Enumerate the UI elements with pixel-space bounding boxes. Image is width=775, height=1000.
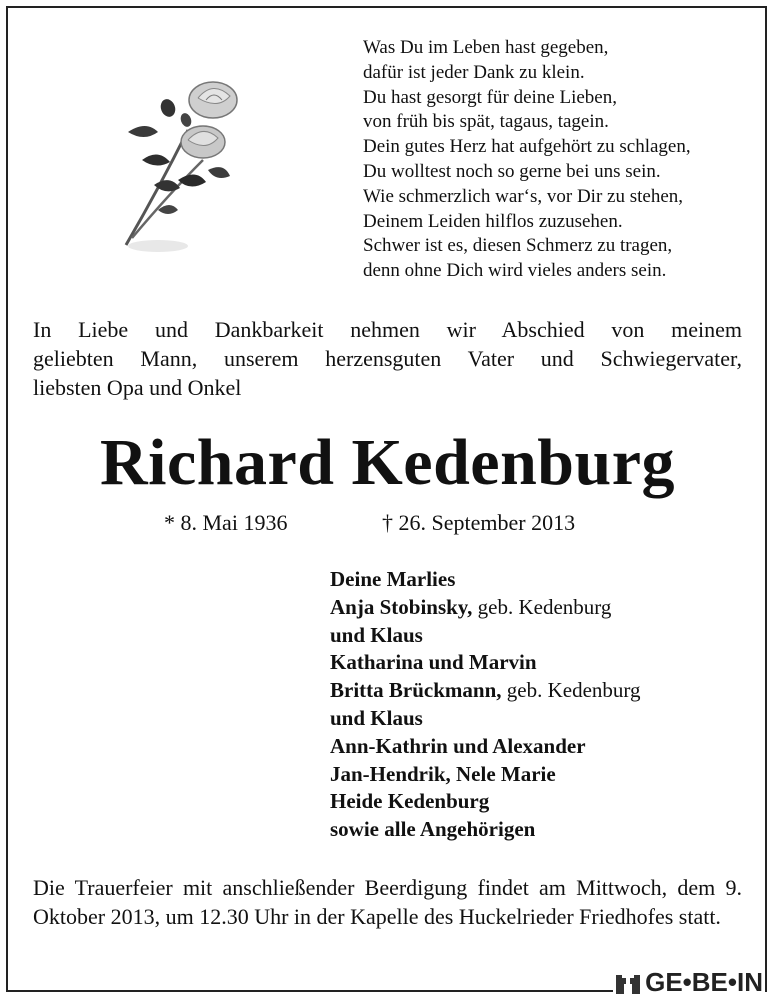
mourner-note: geb. Kedenburg [501, 678, 641, 703]
death-date: † 26. September 2013 [382, 510, 576, 535]
mourner-line [330, 761, 750, 789]
poem [363, 36, 753, 284]
poem-line: von früh bis spät, tagaus, tagein. [363, 111, 609, 133]
mourner-name: Anja Stobinsky, [330, 594, 473, 619]
poem-line: Deinem Leiden hilflos zuzusehen. [363, 210, 623, 232]
mourner-line [330, 566, 750, 594]
intro-line: liebsten Opa und Onkel [33, 375, 242, 400]
mourner-note: geb. Kedenburg [472, 594, 612, 619]
deceased-name: Richard Kedenburg [99, 426, 676, 499]
gebein-logo [613, 968, 765, 996]
mourner-name: Katharina und Marvin [330, 650, 537, 675]
poem-line: Du wolltest noch so gerne bei uns sein. [363, 160, 661, 182]
poem-line: denn ohne Dich wird vieles anders sein. [363, 260, 667, 282]
mourner-line [330, 788, 750, 816]
grave-cross-icon [615, 969, 641, 995]
mourner-name: und Klaus [330, 705, 423, 730]
farewell-intro [33, 315, 742, 402]
poem-line: Du hast gesorgt für deine Lieben, [363, 86, 617, 108]
poem-line: Was Du im Leben hast gegeben, [363, 37, 609, 58]
mourner-name: Ann-Kathrin und Alexander [330, 733, 586, 758]
mourners-list [330, 566, 750, 844]
poem-line: dafür ist jeder Dank zu klein. [363, 61, 585, 83]
mourner-line [330, 677, 750, 705]
mourner-line [330, 649, 750, 677]
intro-line: geliebten Mann, unserem herzensguten Vater und Schwiegervater, [33, 346, 742, 371]
logo-text: GE•BE•IN [645, 966, 763, 997]
mourner-line [330, 733, 750, 761]
mourner-name: und Klaus [330, 622, 423, 647]
mourner-name: sowie alle Angehörigen [330, 817, 536, 842]
rose-icon [118, 70, 258, 260]
mourner-line [330, 622, 750, 650]
mourner-name: Heide Kedenburg [330, 789, 490, 814]
intro-line: In Liebe und Dankbarkeit nehmen wir Abschied von meinem [33, 317, 742, 342]
mourner-line [330, 594, 750, 622]
poem-line: Schwer ist es, diesen Schmerz zu tragen, [363, 235, 673, 257]
mourner-line [330, 705, 750, 733]
birth-date: * 8. Mai 1936 [164, 510, 288, 535]
mourner-name: Deine Marlies [330, 567, 456, 591]
poem-line: Wie schmerzlich war‘s, vor Dir zu stehen, [363, 185, 684, 207]
mourner-name: Jan-Hendrik, Nele Marie [330, 761, 556, 786]
funeral-info: Die Trauerfeier mit anschließender Beerdigung findet am Mittwoch, dem 9. Oktober 2013, um 12.30 Uhr in der Kapelle des Huckelrieder Friedhofes statt. [33, 875, 742, 929]
poem-line: Dein gutes Herz hat aufgehört zu schlagen, [363, 136, 691, 158]
mourner-name: Britta Brückmann, [330, 678, 502, 703]
mourner-line [330, 816, 750, 844]
